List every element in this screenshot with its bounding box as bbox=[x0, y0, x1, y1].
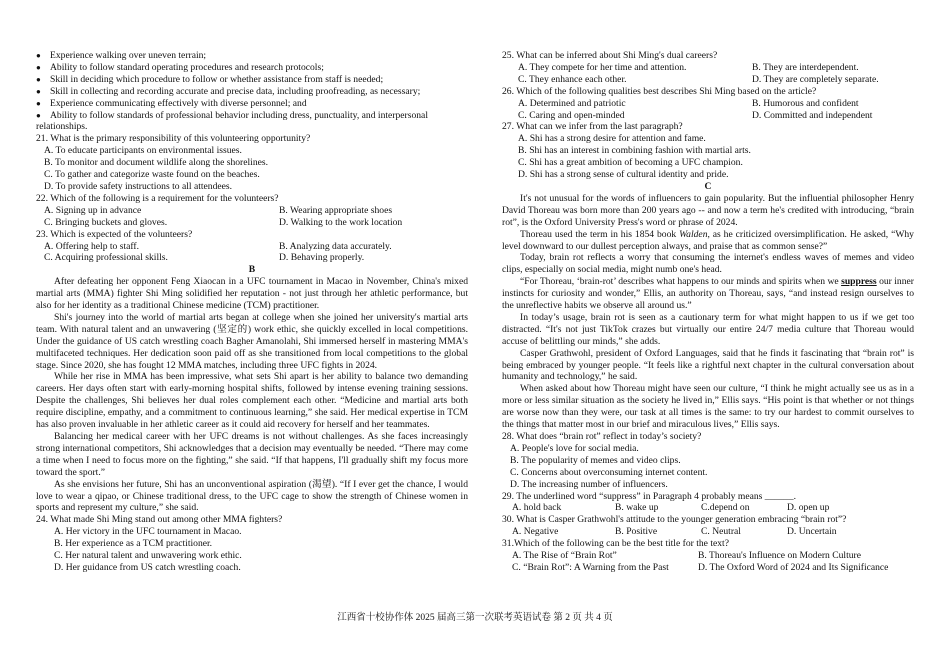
option: C. They enhance each other. bbox=[518, 73, 627, 85]
question-31-options bbox=[502, 550, 914, 574]
option: D. The Oxford Word of 2024 and Its Significance bbox=[698, 561, 889, 573]
option: C. Bringing buckets and gloves. bbox=[44, 216, 168, 228]
list-item: ● Experience walking over uneven terrain; bbox=[36, 50, 207, 61]
question-26-options bbox=[502, 98, 914, 122]
option: A. They compete for her time and attention. bbox=[518, 61, 687, 73]
question-25-options bbox=[502, 62, 914, 86]
question-21: 21. What is the primary responsibility of this volunteering opportunity? bbox=[36, 133, 311, 145]
option: C. “Brain Rot”: A Warning from the Past bbox=[512, 561, 669, 573]
section-c-heading: C bbox=[704, 180, 712, 192]
option: D. They are completely separate. bbox=[752, 73, 879, 85]
option: A. Offering help to staff. bbox=[44, 240, 140, 252]
option: A. Her victory in the UFC tournament in Macao. bbox=[54, 526, 242, 538]
option: B. To monitor and document wildlife along the shorelines. bbox=[44, 157, 269, 169]
passage-c-paragraph: It's not unusual for the words of influencers to gain popularity. But the influential philosopher Henry David Thoreau was born more than 200 years ago -- and now a term he's credited with introducing, “brain rot”, is the Oxford University Press's word or phrase of 2024. bbox=[502, 192, 914, 228]
passage-c-paragraph: Today, brain rot reflects a worry that consuming the internet's endless waves of memes and video clips, especially on social media, might numb one's head. bbox=[502, 252, 914, 276]
passage-c-paragraph bbox=[502, 276, 914, 312]
passage-b-paragraph: Shi's journey into the world of martial arts began at college when she joined her university's martial arts team. With natural talent and an unwavering (坚定的) work ethic, she quickly excelled in local competitions. Under the guidance of US catch wrestling coach Bagher Amanolahi, Shi immersed herself in mastering MMA's multifaceted techniques. Her dedication soon paid off as she transitioned from local competitions to the global stage. Since 2020, she has fought 12 MMA matches, including three UFC fights in 2024. bbox=[36, 311, 468, 371]
question-29: 29. The underlined word “suppress” in Paragraph 4 probably means ______. bbox=[502, 490, 796, 502]
option: D. Committed and independent bbox=[752, 109, 873, 121]
question-27: 27. What can we infer from the last paragraph? bbox=[502, 121, 683, 133]
option: C. To gather and categorize waste found on the beaches. bbox=[44, 169, 260, 181]
page-footer: 江西省十校协作体 2025 届高三第一次联考英语试卷 第 2 页 共 4 页 bbox=[337, 613, 613, 623]
section-b-heading: B bbox=[248, 264, 256, 276]
paragraph-text: “For Thoreau, ‘brain-rot’ describes what happens to our minds and spirits when we bbox=[520, 276, 842, 288]
question-28-options bbox=[502, 443, 914, 491]
option: D. To provide safety instructions to all attendees. bbox=[44, 180, 233, 192]
option: B. Shi has an interest in combining fashion with martial arts. bbox=[518, 145, 751, 157]
question-24-options bbox=[36, 526, 468, 574]
book-title: Walden bbox=[679, 228, 708, 240]
option: B. Analyzing data accurately. bbox=[279, 240, 392, 252]
option: B. Humorous and confident bbox=[752, 97, 859, 109]
list-item: ● Skill in collecting and recording accurate and precise data, including proofreading, as necessary; bbox=[36, 85, 421, 97]
option: C. Acquiring professional skills. bbox=[44, 252, 168, 264]
option: B. They are interdependent. bbox=[752, 61, 859, 73]
question-24: 24. What made Shi Ming stand out among other MMA fighters? bbox=[36, 514, 283, 526]
option: C. Her natural talent and unwavering work ethic. bbox=[54, 550, 242, 562]
right-column bbox=[502, 50, 914, 574]
bullet-continuation: relationships. bbox=[36, 121, 88, 133]
underlined-word: suppress bbox=[841, 276, 877, 288]
question-30-options bbox=[502, 526, 914, 538]
list-item: ● Ability to follow standard operating procedures and research protocols; bbox=[36, 61, 324, 73]
option: B. wake up bbox=[615, 502, 659, 514]
option: C. Neutral bbox=[701, 526, 741, 538]
question-30: 30. What is Casper Grathwohl's attitude to the younger generation embracing “brain rot”? bbox=[502, 514, 847, 526]
option: D. Walking to the work location bbox=[279, 216, 403, 228]
passage-c-paragraph bbox=[502, 229, 914, 253]
paragraph-text: our inner instincts for curiosity and wonder,” Ellis, an authority on Thoreau, says, “and instead resign ourselves to the unreflective habits we observe all around us.” bbox=[502, 276, 914, 312]
option: A. Determined and patriotic bbox=[518, 97, 626, 109]
paragraph-text: Thoreau used the term in his 1854 book bbox=[520, 228, 680, 240]
list-item: ● Ability to follow standards of professional behavior including dress, punctuality, and interpersonal bbox=[36, 109, 428, 121]
question-26: 26. Which of the following qualities best describes Shi Ming based on the article? bbox=[502, 85, 817, 97]
question-23: 23. Which is expected of the volunteers? bbox=[36, 228, 193, 240]
option: C. Shi has a great ambition of becoming a UFC champion. bbox=[518, 157, 743, 169]
question-29-options bbox=[502, 502, 914, 514]
option: A. Signing up in advance bbox=[44, 204, 142, 216]
passage-c-paragraph: Casper Grathwohl, president of Oxford Languages, said that he finds it fascinating that “brain rot” is being embraced by younger people. “It feels like a rightful next chapter in the cultural conversation about humanity and technology,” he said. bbox=[502, 347, 914, 383]
left-column bbox=[36, 50, 468, 574]
option: B. Her experience as a TCM practitioner. bbox=[54, 538, 213, 550]
option: B. Positive bbox=[615, 526, 658, 538]
option: A. People's love for social media. bbox=[510, 442, 639, 454]
option: A. Negative bbox=[512, 526, 559, 538]
question-23-options bbox=[36, 241, 468, 265]
list-item: ● Experience communicating effectively with diverse personnel; and bbox=[36, 97, 307, 109]
option: C. Concerns about overconsuming internet content. bbox=[510, 466, 708, 478]
question-22: 22. Which of the following is a requirement for the volunteers? bbox=[36, 192, 279, 204]
list-item: ● Skill in deciding which procedure to follow or whether assistance from staff is needed; bbox=[36, 73, 384, 85]
passage-b-paragraph: While her rise in MMA has been impressive, what sets Shi apart is her ability to balance two demanding careers. Her days often start with early-morning hospital shifts, followed by intense evening training sessions. Despite the challenges, Shi believes her dual roles complement each other. “Medicine and martial arts both require discipline, empathy, and a commitment to continuous learning,” she said. Her medical expertise in TCM has also proven invaluable in her athletic career as it could aid recovery for herself and her teammates. bbox=[36, 371, 468, 431]
question-25: 25. What can be inferred about Shi Ming's dual careers? bbox=[502, 50, 718, 61]
option: D. Behaving properly. bbox=[279, 252, 365, 264]
question-31: 31.Which of the following can be the best title for the text? bbox=[502, 538, 729, 550]
option: D. open up bbox=[787, 502, 830, 514]
passage-c-paragraph: When asked about how Thoreau might have seen our culture, “I think he might actually see us as in a more or less similar situation as the society he lived in,” Ellis says. “His point is that whether or not things are worse now than they were, our task at all times is the same: to try our hardest to commit ourselves to the things that matter most in our brief and miraculous lives,” Ellis says. bbox=[502, 383, 914, 431]
option: B. Wearing appropriate shoes bbox=[279, 204, 393, 216]
passage-c-paragraph: In today’s usage, brain rot is seen as a cautionary term for what might happen to us if we get too distracted. “It's not just TikTok crazes but virtually our entire 24/7 media culture that Thoreau would accuse of belittling our minds,” she adds. bbox=[502, 311, 914, 347]
option: D. Uncertain bbox=[787, 526, 837, 538]
passage-b-paragraph: As she envisions her future, Shi has an unconventional aspiration (渴望). “If I ever get the chance, I would love to wear a qipao, or Chinese traditional dress, to the UFC cage to show the strength of Chinese women in sports and represent my culture,” she said. bbox=[36, 478, 468, 514]
question-28: 28. What does “brain rot” reflect in today’s society? bbox=[502, 431, 702, 442]
option: C.depend on bbox=[701, 502, 750, 514]
paragraph-text: , as he criticized oversimplification. He asked, “Why level downward to our dullest perception always, and praise that as common sense?” bbox=[502, 228, 914, 252]
option: D. Shi has a strong sense of cultural identity and pride. bbox=[518, 169, 729, 181]
option: D. The increasing number of influencers. bbox=[510, 478, 668, 490]
option: B. Thoreau's Influence on Modern Culture bbox=[698, 550, 862, 562]
question-22-options bbox=[36, 205, 468, 229]
option: A. To educate participants on environmental issues. bbox=[44, 145, 242, 157]
option: C. Caring and open-minded bbox=[518, 109, 625, 121]
option: B. The popularity of memes and video clips. bbox=[510, 454, 681, 466]
passage-b-paragraph: Balancing her medical career with her UFC dreams is not without challenges. As she faces increasingly strong international competitors, Shi acknowledges that a decision may eventually be needed. “There may come a time when I need to focus more on the fighting,” she said. “If that happens, I'll gradually shift my focus more toward the sport.” bbox=[36, 431, 468, 478]
question-21-options bbox=[36, 145, 468, 193]
passage-b-paragraph: After defeating her opponent Feng Xiaocan in a UFC tournament in Macao in November, China's mixed martial arts (MMA) fighter Shi Ming solidified her reputation - not just through her athletic performance, but also for her identity as a traditional Chinese medicine (TCM) practitioner. bbox=[36, 276, 468, 312]
option: A. Shi has a strong desire for attention and fame. bbox=[518, 133, 706, 145]
option: D. Her guidance from US catch wrestling coach. bbox=[54, 561, 241, 573]
option: A. hold back bbox=[512, 502, 562, 514]
option: A. The Rise of “Brain Rot” bbox=[512, 550, 617, 562]
question-27-options bbox=[502, 133, 914, 181]
